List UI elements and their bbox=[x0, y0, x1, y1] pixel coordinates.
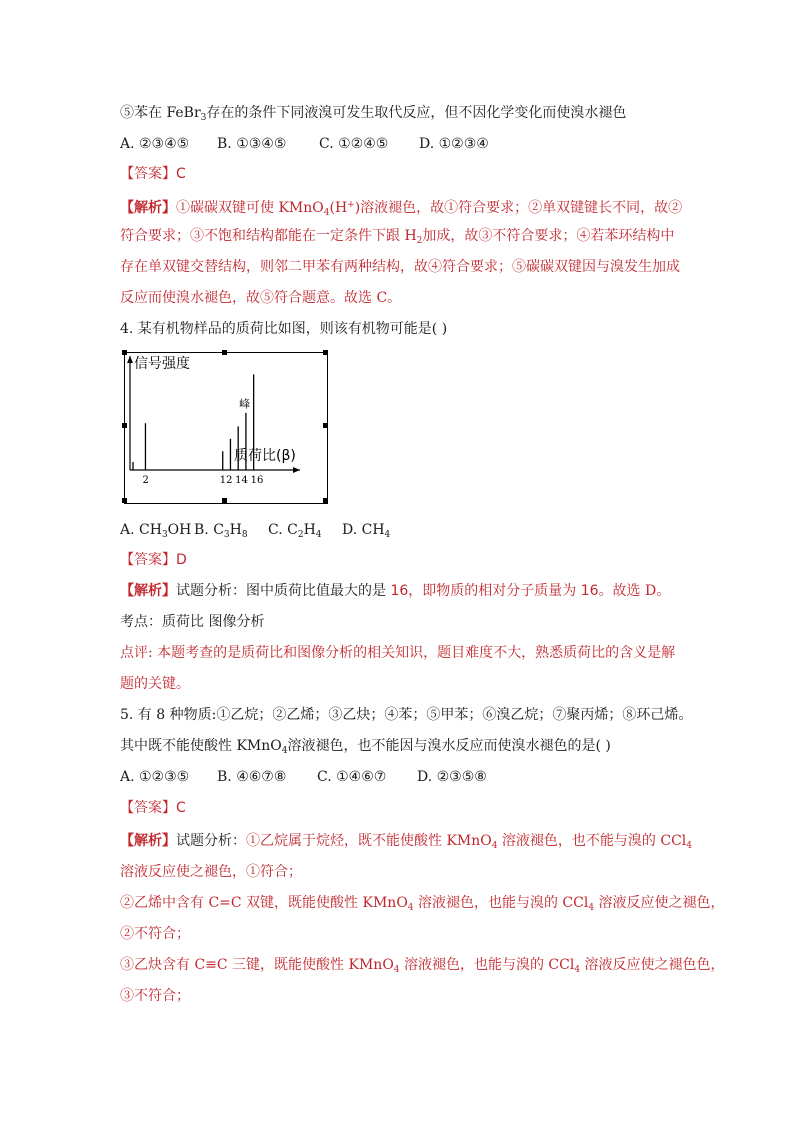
value: 16 bbox=[580, 583, 599, 599]
subscript: 4 bbox=[407, 903, 414, 913]
text: C. C bbox=[268, 522, 298, 538]
option-d bbox=[342, 522, 390, 538]
option-a: A. ②③④⑤ bbox=[120, 136, 190, 152]
subscript: 4 bbox=[315, 530, 322, 540]
q4-stem: 4. 某有机物样品的质荷比如图，则该有机物可能是( ) bbox=[120, 321, 448, 337]
superscript: + bbox=[347, 200, 355, 210]
x-axis-arrow bbox=[293, 467, 300, 473]
text: ③乙炔含有 C≡C 三键，既能使酸性 KMnO bbox=[120, 957, 394, 973]
subscript: 4 bbox=[323, 208, 330, 218]
text: ①乙烷属于烷烃，既不能使酸性 KMnO bbox=[246, 833, 492, 849]
q4-explanation bbox=[120, 581, 670, 601]
peak-note: 峰 bbox=[239, 397, 251, 411]
q4-options bbox=[120, 520, 390, 545]
q5-options bbox=[120, 767, 487, 787]
q5-explanation-line-4: ②不符合； bbox=[120, 926, 190, 942]
option-b bbox=[194, 520, 268, 545]
option-c bbox=[268, 520, 342, 545]
subscript: 4 bbox=[393, 965, 400, 975]
option-d: D. ①②③④ bbox=[419, 136, 489, 152]
text: H bbox=[303, 522, 316, 538]
text: 溶液反应使之褪色， bbox=[594, 895, 725, 911]
explanation-label: 【解析】 bbox=[120, 833, 176, 849]
text: H bbox=[229, 522, 242, 538]
option-d: D. ②③⑤⑧ bbox=[417, 769, 487, 785]
text: 溶液褪色，也能与溴的 CCl bbox=[399, 957, 575, 973]
q3-statement-5 bbox=[120, 103, 626, 128]
text: 其中既不能使酸性 KMnO bbox=[120, 738, 282, 754]
value: 16 bbox=[390, 583, 409, 599]
text: )溶液褪色，故①符合要求；②单双键键长不同，故② bbox=[354, 200, 683, 216]
text: A. CH bbox=[120, 522, 162, 538]
text: ①碳碳双键可使 KMnO bbox=[176, 200, 324, 216]
text: 存在的条件下同液溴可发生取代反应，但不因化学变化而使溴水褪色 bbox=[206, 105, 627, 121]
mass-spectrum-chart bbox=[122, 350, 328, 505]
text: (H bbox=[329, 200, 348, 216]
q3-explanation-line-4: 反应而使溴水褪色，故⑤符合题意。故选 C。 bbox=[120, 290, 402, 306]
answer-value: D bbox=[176, 552, 187, 568]
q3-explanation-line-2 bbox=[120, 226, 674, 251]
tick-label: 14 bbox=[235, 475, 248, 486]
subscript: 4 bbox=[384, 530, 391, 540]
q5-explanation-line-5 bbox=[120, 955, 725, 980]
text: 溶液褪色，也能与溴的 CCl bbox=[413, 895, 589, 911]
answer-label: 【答案】 bbox=[120, 166, 176, 182]
q4-comment-line-2: 题的关键。 bbox=[120, 676, 190, 692]
mass-spectrum-figure bbox=[122, 350, 328, 505]
tick-label: 12 bbox=[219, 475, 233, 486]
q3-answer bbox=[120, 164, 186, 184]
explanation-label: 【解析】 bbox=[120, 200, 176, 216]
explanation-label: 【解析】 bbox=[120, 583, 176, 599]
subscript: 4 bbox=[686, 841, 693, 851]
option-a: A. ①②③⑤ bbox=[120, 769, 190, 785]
text: B. C bbox=[194, 522, 224, 538]
q5-stem-line-2 bbox=[120, 736, 611, 761]
subscript: 2 bbox=[297, 530, 304, 540]
subscript: 4 bbox=[281, 746, 288, 756]
answer-label: 【答案】 bbox=[120, 800, 176, 816]
q4-answer bbox=[120, 550, 187, 570]
option-b: B. ①③④⑤ bbox=[217, 136, 287, 152]
q5-explanation-line-3 bbox=[120, 893, 725, 918]
text: 溶液褪色，也不能与溴的 CCl bbox=[497, 833, 687, 849]
option-c: C. ①④⑥⑦ bbox=[317, 769, 387, 785]
y-axis-arrow bbox=[127, 356, 133, 363]
text: 试题分析：图中质荷比值最大的是 bbox=[176, 583, 391, 599]
subscript: 3 bbox=[200, 113, 207, 123]
text: ②乙烯中含有 C=C 双键，既能使酸性 KMnO bbox=[120, 895, 408, 911]
answer-value: C bbox=[176, 166, 186, 182]
q5-explanation-line-1 bbox=[120, 831, 692, 856]
q4-knowledge-point: 考点：质荷比 图像分析 bbox=[120, 614, 265, 630]
subscript: 2 bbox=[416, 236, 423, 246]
subscript: 4 bbox=[574, 965, 581, 975]
tick-label: 16 bbox=[250, 475, 264, 486]
answer-label: 【答案】 bbox=[120, 552, 176, 568]
text: 。故选 D。 bbox=[598, 583, 671, 599]
option-a bbox=[120, 520, 194, 545]
subscript: 4 bbox=[588, 903, 595, 913]
text: ，即物质的相对分子质量为 bbox=[408, 583, 581, 599]
text: 溶液褪色，也不能因与溴水反应而使溴水褪色的是( ) bbox=[287, 738, 611, 754]
q5-explanation-line-2: 溶液反应使之褪色，①符合； bbox=[120, 864, 302, 880]
text: 试题分析： bbox=[176, 833, 246, 849]
text: 符合要求；③不饱和结构都能在一定条件下跟 H bbox=[120, 228, 417, 244]
q3-explanation-line-1 bbox=[120, 195, 682, 223]
subscript: 8 bbox=[241, 530, 248, 540]
q5-stem-line-1: 5. 有 8 种物质:①乙烷；②乙烯；③乙炔；④苯；⑤甲苯；⑥溴乙烷；⑦聚丙烯；⑧环己烯。 bbox=[120, 707, 693, 723]
q4-comment-line-1: 点评: 本题考查的是质荷比和图像分析的相关知识，题目难度不大，熟悉质荷比的含义是解 bbox=[120, 645, 676, 661]
subscript: 3 bbox=[223, 530, 230, 540]
option-b: B. ④⑥⑦⑧ bbox=[217, 769, 287, 785]
q3-explanation-line-3: 存在单双键交替结构，则邻二甲苯有两种结构，故④符合要求；⑤碳碳双键因与溴发生加成 bbox=[120, 259, 680, 275]
q5-explanation-line-6: ③不符合； bbox=[120, 988, 190, 1004]
text: 溶液反应使之褪色色， bbox=[580, 957, 725, 973]
text: OH bbox=[167, 522, 192, 538]
q5-answer bbox=[120, 798, 186, 818]
subscript: 3 bbox=[161, 530, 168, 540]
answer-value: C bbox=[176, 800, 186, 816]
y-axis-label: 信号强度 bbox=[134, 356, 190, 372]
text: D. CH bbox=[342, 522, 385, 538]
text: 加成，故③不符合要求；④若苯环结构中 bbox=[422, 228, 675, 244]
subscript: 4 bbox=[491, 841, 498, 851]
tick-label: 2 bbox=[142, 475, 149, 486]
q3-options bbox=[120, 134, 489, 154]
option-c: C. ①②④⑤ bbox=[319, 136, 389, 152]
x-axis-label: 质荷比(β) bbox=[234, 448, 296, 464]
text: ⑤苯在 FeBr bbox=[120, 105, 201, 121]
